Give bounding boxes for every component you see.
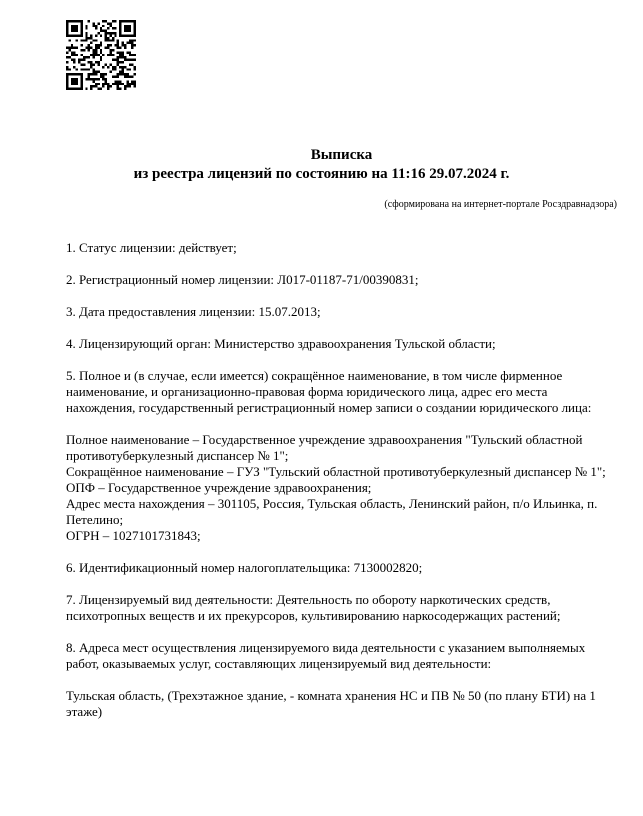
qr-code-icon: [66, 20, 136, 90]
org-full-name: Полное наименование – Государственное учреждение здравоохранения "Тульский областной противотуберкулезный диспансер № 1";: [66, 432, 583, 463]
item-names-heading: 5. Полное и (в случае, если имеется) сокращённое наименование, в том числе фирменное наименование, и организационно-правовая форма юридического лица, адрес его места нахождения, государственный регистрационный номер записи о создании юридического лица:: [66, 368, 592, 415]
org-address: Адрес места нахождения – 301105, Россия, Тульская область, Ленинский район, п/о Ильинка, п. Петелино;: [66, 496, 598, 527]
org-short-name: Сокращённое наименование – ГУЗ "Тульский областной противотуберкулезный диспансер № 1";: [66, 464, 606, 479]
org-ogrn: ОГРН – 1027101731843;: [66, 528, 201, 543]
item-reg-number: 2. Регистрационный номер лицензии: Л017-01187-71/00390831;: [66, 272, 419, 287]
item-date: 3. Дата предоставления лицензии: 15.07.2013;: [66, 304, 321, 319]
item-status: 1. Статус лицензии: действует;: [66, 240, 237, 255]
document-subtitle: из реестра лицензий по состоянию на 11:16 29.07.2024 г.: [133, 166, 510, 182]
item-addresses-heading: 8. Адреса мест осуществления лицензируемого вида деятельности с указанием выполняемых работ, оказываемых услуг, составляющих лицензируемый вид деятельности:: [66, 640, 586, 671]
document-body: [66, 240, 618, 736]
item-activity: 7. Лицензируемый вид деятельности: Деятельность по обороту наркотических средств, психотропных веществ и их прекурсоров, культивированию наркосодержащих растений;: [66, 592, 561, 623]
item-authority: 4. Лицензирующий орган: Министерство здравоохранения Тульской области;: [66, 336, 496, 351]
org-opf: ОПФ – Государственное учреждение здравоохранения;: [66, 480, 372, 495]
item-location: Тульская область, (Трехэтажное здание, - комната хранения НС и ПВ № 50 (по плану БТИ) на 1 этаже): [66, 688, 596, 719]
document-title: Выписка: [310, 147, 373, 163]
source-note: (сформирована на интернет-портале Росздравнадзора): [384, 199, 617, 210]
org-details: [66, 432, 618, 544]
item-inn: 6. Идентификационный номер налогоплательщика: 7130002820;: [66, 560, 423, 575]
